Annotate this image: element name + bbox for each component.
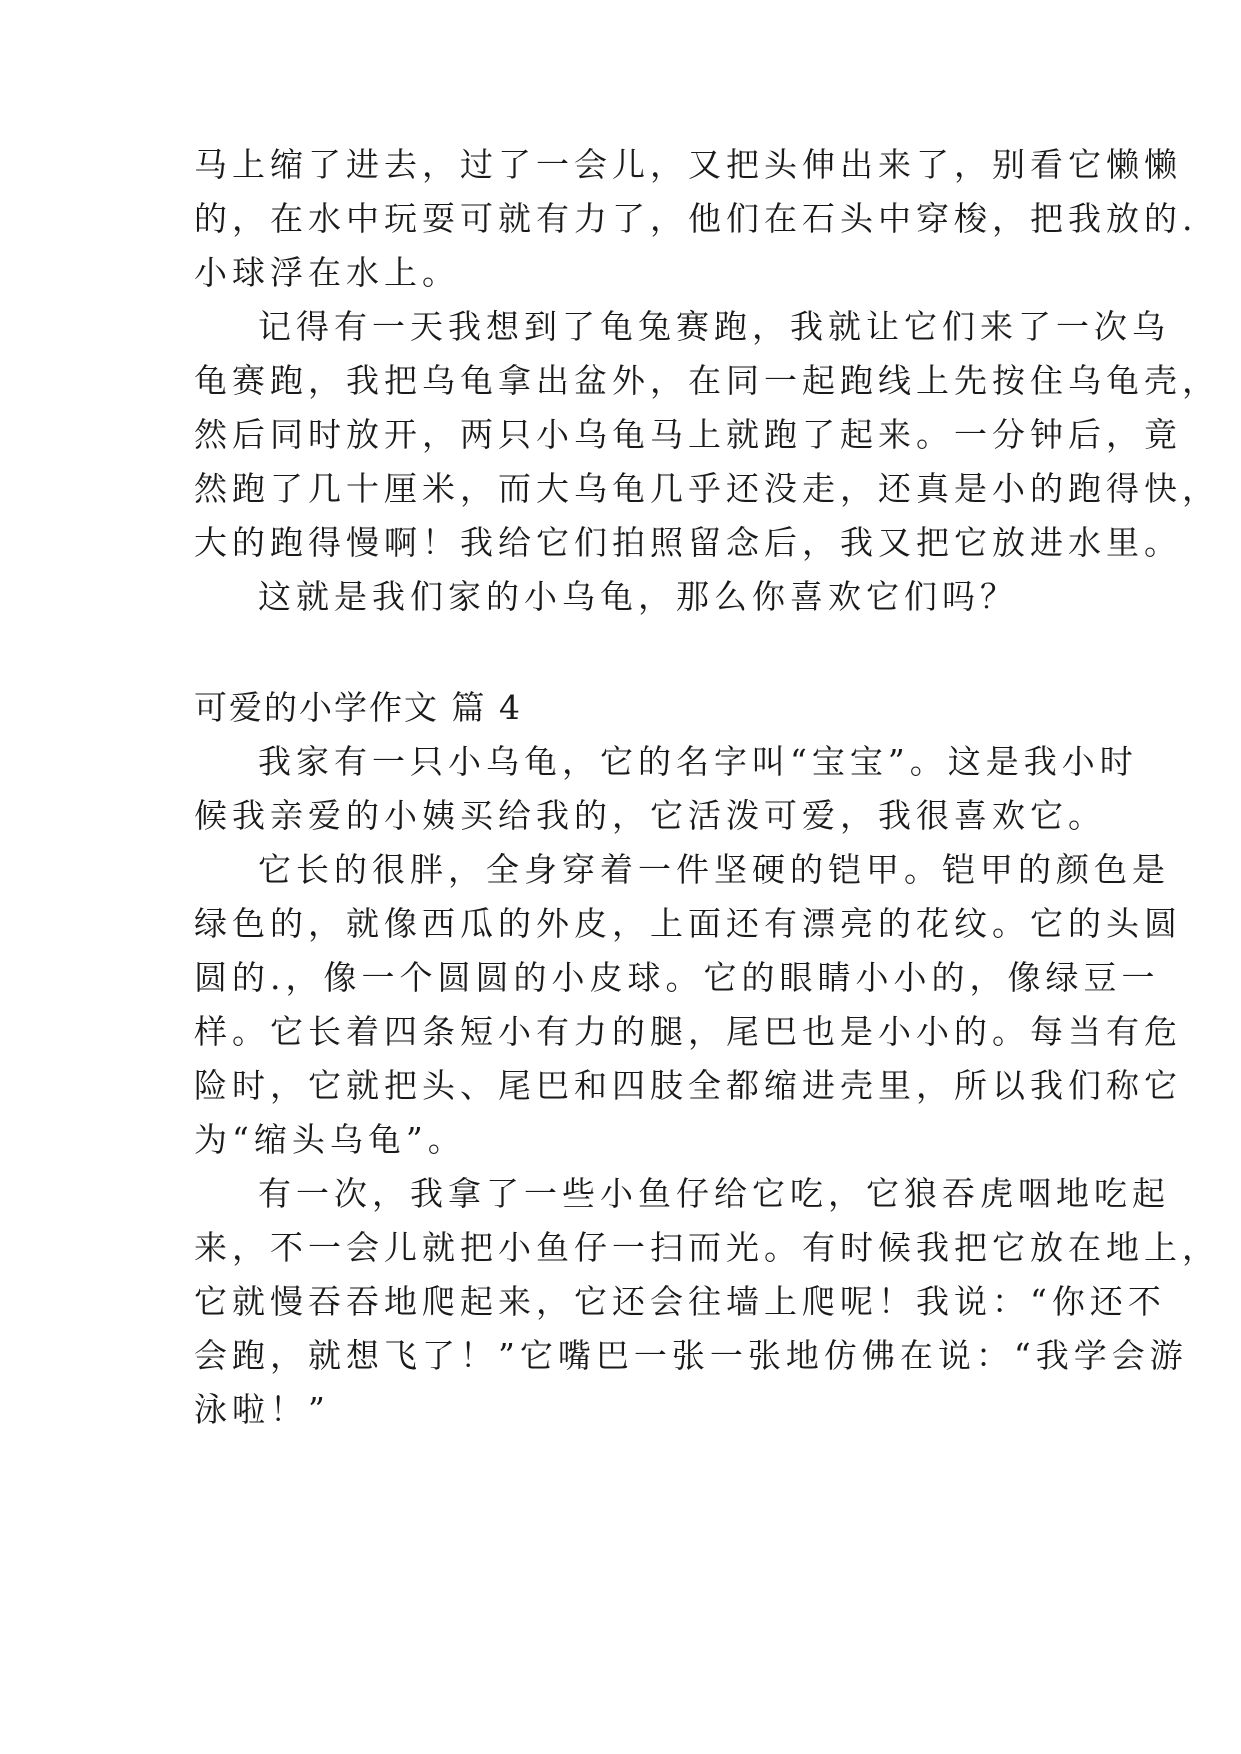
text-line: 然后同时放开，两只小乌龟马上就跑了起来。一分钟后，竟 — [194, 415, 1182, 454]
text-line: 候我亲爱的小姨买给我的，它活泼可爱，我很喜欢它。 — [194, 796, 1106, 835]
text-line: 会跑，就想飞了！”它嘴巴一张一张地仿佛在说：“我学会游 — [194, 1336, 1188, 1375]
text-line: 龟赛跑，我把乌龟拿出盆外，在同一起跑线上先按住乌龟壳， — [194, 361, 1220, 400]
paragraph-first-line: 我家有一只小乌龟，它的名字叫“宝宝”。这是我小时 — [258, 742, 1138, 781]
text-line: 险时，它就把头、尾巴和四肢全都缩进壳里，所以我们称它 — [194, 1066, 1182, 1105]
paragraph-first-line: 它长的很胖，全身穿着一件坚硬的铠甲。铠甲的颜色是 — [258, 850, 1170, 889]
text-line: 圆的.，像一个圆圆的小皮球。它的眼睛小小的，像绿豆一 — [194, 958, 1160, 997]
text-line: 泳啦！” — [194, 1390, 330, 1429]
text-line: 绿色的，就像西瓜的外皮，上面还有漂亮的花纹。它的头圆 — [194, 904, 1182, 943]
text-line: 的，在水中玩耍可就有力了，他们在石头中穿梭，把我放的. — [194, 199, 1198, 238]
paragraph-first-line: 这就是我们家的小乌龟，那么你喜欢它们吗？ — [258, 577, 1018, 616]
text-line: 样。它长着四条短小有力的腿，尾巴也是小小的。每当有危 — [194, 1012, 1182, 1051]
text-line: 大的跑得慢啊！我给它们拍照留念后，我又把它放进水里。 — [194, 523, 1182, 562]
paragraph-first-line: 记得有一天我想到了龟兔赛跑，我就让它们来了一次乌 — [258, 307, 1170, 346]
text-line: 小球浮在水上。 — [194, 253, 460, 292]
text-line: 它就慢吞吞地爬起来，它还会往墙上爬呢！我说：“你还不 — [194, 1282, 1166, 1321]
paragraph-first-line: 有一次，我拿了一些小鱼仔给它吃，它狼吞虎咽地吃起 — [258, 1174, 1170, 1213]
section-heading: 可爱的小学作文 篇 4 — [194, 688, 522, 727]
text-line: 来，不一会儿就把小鱼仔一扫而光。有时候我把它放在地上， — [194, 1228, 1220, 1267]
text-line: 然跑了几十厘米，而大乌龟几乎还没走，还真是小的跑得快， — [194, 469, 1220, 508]
text-line: 为“缩头乌龟”。 — [194, 1120, 466, 1159]
text-line: 马上缩了进去，过了一会儿，又把头伸出来了，别看它懒懒 — [194, 145, 1182, 184]
